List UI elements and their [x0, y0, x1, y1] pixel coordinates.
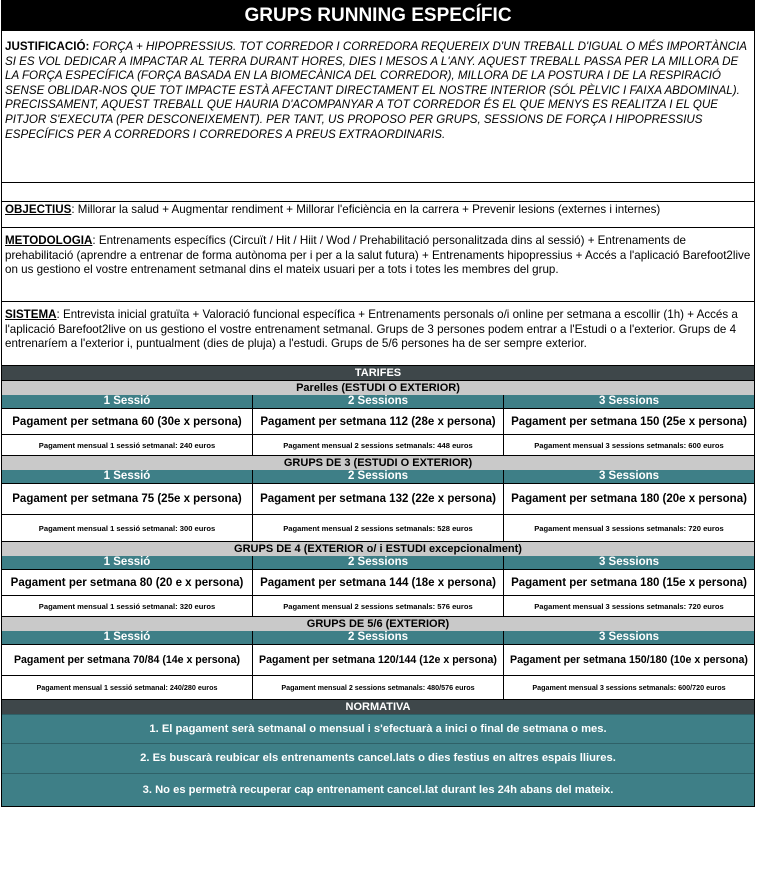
- monthly-price-cell: Pagament mensual 2 sessions setmanals: 576 euros: [252, 595, 503, 616]
- monthly-price-cell: Pagament mensual 1 sessió setmanal: 240/280 euros: [2, 675, 252, 699]
- column-header: 2 Sessions: [252, 395, 503, 408]
- page-title: GRUPS RUNNING ESPECÍFIC: [1, 0, 755, 31]
- session-columns-row: [2, 631, 754, 644]
- column-header: 1 Sessió: [2, 631, 252, 644]
- objectius-text: : Millorar la salud + Augmentar rendiment + Millorar l'eficiència en la carrera + Prevenir lesions (externes i internes): [71, 203, 661, 216]
- weekly-price-cell: Pagament per setmana 75 (25e x persona): [2, 483, 252, 514]
- metodologia-label: METODOLOGIA: [5, 234, 93, 247]
- spacer: [1, 183, 755, 201]
- session-columns-row: [2, 556, 754, 569]
- monthly-price-cell: Pagament mensual 2 sessions setmanals: 448 euros: [252, 434, 503, 455]
- normativa-item: 3. No es permetrà recuperar cap entrenament cancel.lat durant les 24h abans del mateix.: [2, 773, 754, 806]
- monthly-price-cell: Pagament mensual 2 sessions setmanals: 528 euros: [252, 514, 503, 541]
- column-header: 2 Sessions: [252, 470, 503, 483]
- group-title: GRUPS DE 4 (EXTERIOR o/ i ESTUDI excepcionalment): [2, 541, 754, 556]
- group-title: GRUPS DE 5/6 (EXTERIOR): [2, 616, 754, 631]
- tarifes-heading: TARIFES: [2, 366, 754, 380]
- weekly-price-cell: Pagament per setmana 180 (20e x persona): [503, 483, 754, 514]
- justificacio-text: FORÇA + HIPOPRESSIUS. TOT CORREDOR I CORREDORA REQUEREIX D'UN TREBALL D'IGUAL O MÉS IMPORTÀNCIA SI ES VOL DEDICAR A IMPACTAR AL TERRA DURANT HORES, DIES I MESOS A L'ANY. AQUEST TREBALL PASSA PER LA MILLORA DE LA FORÇA ESPECÍFICA (FORÇA BASADA EN LA BIOMECÀNICA DEL CORREDOR), MILLORA DE LA POSTURA I DE LA RESPIRACIÓ SENSE OBLIDAR-NOS QUE TOT IMPACTE ESTÀ AFECTANT DIRECTAMENT EL NOSTRE INTERIOR (SÓL PÈLVIC I FAIXA ABDOMINAL). PRECISSAMENT, AQUEST TREBALL QUE HAURIA D'ACOMPANYAR A TOT CORREDOR ÉS EL QUE MENYS ES REALITZA I EL QUE PITJOR S'EXECUTA (PER DESCONEIXEMENT). PER TANT, US PROPOSO PER GRUPS, SESSIONS DE FORÇA I HIPOPRESSIUS ESPECÍFICS PER A CORREDORS I CORREDORES A PREUS EXTRAORDINARIS.: [5, 40, 747, 141]
- monthly-price-cell: Pagament mensual 3 sessions setmanals: 720 euros: [503, 514, 754, 541]
- weekly-price-cell: Pagament per setmana 150/180 (10e x persona): [503, 644, 754, 675]
- weekly-price-cell: Pagament per setmana 60 (30e x persona): [2, 408, 252, 434]
- column-header: 3 Sessions: [503, 556, 754, 569]
- weekly-price-row: [2, 483, 754, 514]
- objectius-label: OBJECTIUS: [5, 203, 72, 216]
- weekly-price-cell: Pagament per setmana 144 (18e x persona): [252, 569, 503, 595]
- monthly-price-cell: Pagament mensual 3 sessions setmanals: 600/720 euros: [503, 675, 754, 699]
- weekly-price-cell: Pagament per setmana 132 (22e x persona): [252, 483, 503, 514]
- session-columns-row: [2, 470, 754, 483]
- metodologia-section: [1, 228, 755, 302]
- column-header: 2 Sessions: [252, 556, 503, 569]
- weekly-price-cell: Pagament per setmana 70/84 (14e x persona): [2, 644, 252, 675]
- normativa-heading: NORMATIVA: [2, 699, 754, 714]
- group-title: GRUPS DE 3 (ESTUDI O EXTERIOR): [2, 455, 754, 470]
- column-header: 3 Sessions: [503, 631, 754, 644]
- weekly-price-cell: Pagament per setmana 112 (28e x persona): [252, 408, 503, 434]
- monthly-price-row: [2, 434, 754, 455]
- monthly-price-cell: Pagament mensual 2 sessions setmanals: 480/576 euros: [252, 675, 503, 699]
- metodologia-text: : Entrenaments específics (Circuït / Hit / Hiit / Wod / Prehabilitació personalitzada dins al sessió) + Entrenaments de prehabilitació (aprendre a entrenar de forma autònoma per i per a la salut futura) + Entrenaments hipopressius + Accés a l'aplicació Barefoot2live on us gestiono el vostre entrenament setmanal dins el mateix usuari per a tots i totes les membres del grup.: [5, 234, 751, 277]
- monthly-price-row: [2, 595, 754, 616]
- normativa-item: 2. Es buscarà reubicar els entrenaments cancel.lats o dies festius en altres espais lliures.: [2, 743, 754, 773]
- weekly-price-cell: Pagament per setmana 120/144 (12e x persona): [252, 644, 503, 675]
- monthly-price-cell: Pagament mensual 1 sessió setmanal: 300 euros: [2, 514, 252, 541]
- monthly-price-cell: Pagament mensual 1 sessió setmanal: 240 euros: [2, 434, 252, 455]
- tarifes-group-4: [2, 541, 754, 616]
- monthly-price-row: [2, 675, 754, 699]
- column-header: 2 Sessions: [252, 631, 503, 644]
- pricing-sheet: [1, 0, 755, 807]
- column-header: 1 Sessió: [2, 470, 252, 483]
- weekly-price-row: [2, 408, 754, 434]
- sistema-text: : Entrevista inicial gratuïta + Valoració funcional específica + Entrenaments personals o/i online per setmana a escollir (1h) + Accés a l'aplicació Barefoot2live on us gestiono el vostre entrenament setmanal. Grups de 3 persones podem entrar a l'Estudi o a l'exterior. Grups de 4 entrenaríem a l'exterior i, puntualment (dies de pluja) a l'estudi. Grups de 5/6 persones ha de ser sempre exterior.: [5, 308, 738, 351]
- tarifes-table: [1, 366, 755, 807]
- monthly-price-cell: Pagament mensual 3 sessions setmanals: 720 euros: [503, 595, 754, 616]
- group-title: Parelles (ESTUDI O EXTERIOR): [2, 380, 754, 395]
- monthly-price-row: [2, 514, 754, 541]
- weekly-price-cell: Pagament per setmana 80 (20 e x persona): [2, 569, 252, 595]
- weekly-price-cell: Pagament per setmana 150 (25e x persona): [503, 408, 754, 434]
- weekly-price-row: [2, 644, 754, 675]
- column-header: 3 Sessions: [503, 395, 754, 408]
- justificacio-label: JUSTIFICACIÓ:: [5, 40, 90, 53]
- tarifes-group-3: [2, 455, 754, 541]
- column-header: 1 Sessió: [2, 556, 252, 569]
- normativa-item: 1. El pagament serà setmanal o mensual i s'efectuarà a inici o final de setmana o mes.: [2, 714, 754, 743]
- weekly-price-cell: Pagament per setmana 180 (15e x persona): [503, 569, 754, 595]
- monthly-price-cell: Pagament mensual 3 sessions setmanals: 600 euros: [503, 434, 754, 455]
- column-header: 1 Sessió: [2, 395, 252, 408]
- weekly-price-row: [2, 569, 754, 595]
- monthly-price-cell: Pagament mensual 1 sessió setmanal: 320 euros: [2, 595, 252, 616]
- column-header: 3 Sessions: [503, 470, 754, 483]
- tarifes-group-5-6: [2, 616, 754, 699]
- tarifes-group-parelles: [2, 380, 754, 455]
- objectius-section: [1, 201, 755, 228]
- justificacio-section: [1, 31, 755, 183]
- sistema-section: [1, 302, 755, 366]
- session-columns-row: [2, 395, 754, 408]
- sistema-label: SISTEMA: [5, 308, 57, 321]
